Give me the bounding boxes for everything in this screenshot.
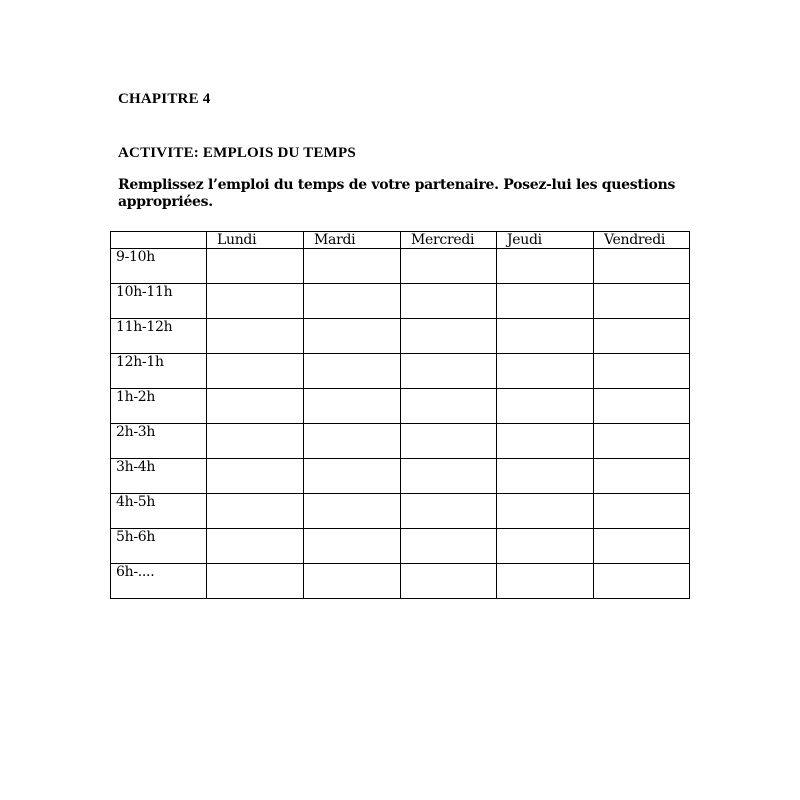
schedule-cell-mercredi [401,564,497,599]
time-slot-label: 4h-5h [111,494,207,529]
time-slot-label: 2h-3h [111,424,207,459]
table-row [111,564,690,599]
schedule-cell-mercredi [401,319,497,354]
chapter-heading: CHAPITRE 4 [118,91,211,107]
schedule-cell-vendredi [594,564,690,599]
schedule-cell-vendredi [594,249,690,284]
schedule-cell-vendredi [594,529,690,564]
schedule-cell-jeudi [497,389,594,424]
day-header-mardi: Mardi [304,232,401,249]
time-slot-label: 11h-12h [111,319,207,354]
time-slot-label: 1h-2h [111,389,207,424]
schedule-cell-mercredi [401,249,497,284]
schedule-cell-lundi [207,459,304,494]
schedule-cell-mardi [304,424,401,459]
time-slot-label: 6h-.... [111,564,207,599]
schedule-cell-mercredi [401,529,497,564]
activity-title: ACTIVITE: EMPLOIS DU TEMPS [118,145,356,161]
schedule-cell-mardi [304,389,401,424]
schedule-table [110,231,690,599]
schedule-cell-mardi [304,249,401,284]
schedule-cell-mardi [304,284,401,319]
schedule-cell-vendredi [594,424,690,459]
schedule-cell-lundi [207,354,304,389]
table-row [111,459,690,494]
schedule-cell-lundi [207,284,304,319]
schedule-cell-lundi [207,564,304,599]
schedule-cell-mardi [304,529,401,564]
schedule-cell-mardi [304,564,401,599]
schedule-cell-mercredi [401,389,497,424]
corner-cell [111,232,207,249]
schedule-cell-mardi [304,354,401,389]
time-slot-label: 12h-1h [111,354,207,389]
table-row [111,529,690,564]
schedule-cell-jeudi [497,424,594,459]
table-row [111,424,690,459]
schedule-cell-jeudi [497,494,594,529]
schedule-cell-vendredi [594,494,690,529]
schedule-cell-lundi [207,529,304,564]
schedule-cell-mercredi [401,494,497,529]
schedule-cell-lundi [207,389,304,424]
schedule-cell-lundi [207,424,304,459]
time-slot-label: 10h-11h [111,284,207,319]
table-row [111,389,690,424]
schedule-cell-vendredi [594,284,690,319]
schedule-cell-jeudi [497,249,594,284]
schedule-cell-jeudi [497,564,594,599]
schedule-cell-mercredi [401,354,497,389]
day-header-vendredi: Vendredi [594,232,690,249]
day-header-mercredi: Mercredi [401,232,497,249]
time-slot-label: 9-10h [111,249,207,284]
schedule-cell-mardi [304,494,401,529]
schedule-cell-vendredi [594,459,690,494]
schedule-cell-jeudi [497,459,594,494]
schedule-cell-jeudi [497,354,594,389]
schedule-cell-mercredi [401,424,497,459]
schedule-cell-vendredi [594,389,690,424]
schedule-cell-lundi [207,249,304,284]
time-slot-label: 3h-4h [111,459,207,494]
table-row [111,249,690,284]
schedule-cell-jeudi [497,529,594,564]
table-row [111,494,690,529]
schedule-cell-jeudi [497,319,594,354]
instructions-text: Remplissez l’emploi du temps de votre partenaire. Posez-lui les questions appropriées. [118,177,676,210]
schedule-body [111,249,690,599]
time-slot-label: 5h-6h [111,529,207,564]
table-row [111,284,690,319]
schedule-cell-jeudi [497,284,594,319]
schedule-cell-mercredi [401,459,497,494]
schedule-cell-vendredi [594,354,690,389]
table-row [111,354,690,389]
schedule-cell-mercredi [401,284,497,319]
table-row [111,319,690,354]
day-header-lundi: Lundi [207,232,304,249]
schedule-cell-mardi [304,319,401,354]
schedule-cell-lundi [207,319,304,354]
schedule-cell-vendredi [594,319,690,354]
schedule-cell-mardi [304,459,401,494]
day-header-jeudi: Jeudi [497,232,594,249]
schedule-cell-lundi [207,494,304,529]
schedule-header-row [111,232,690,249]
